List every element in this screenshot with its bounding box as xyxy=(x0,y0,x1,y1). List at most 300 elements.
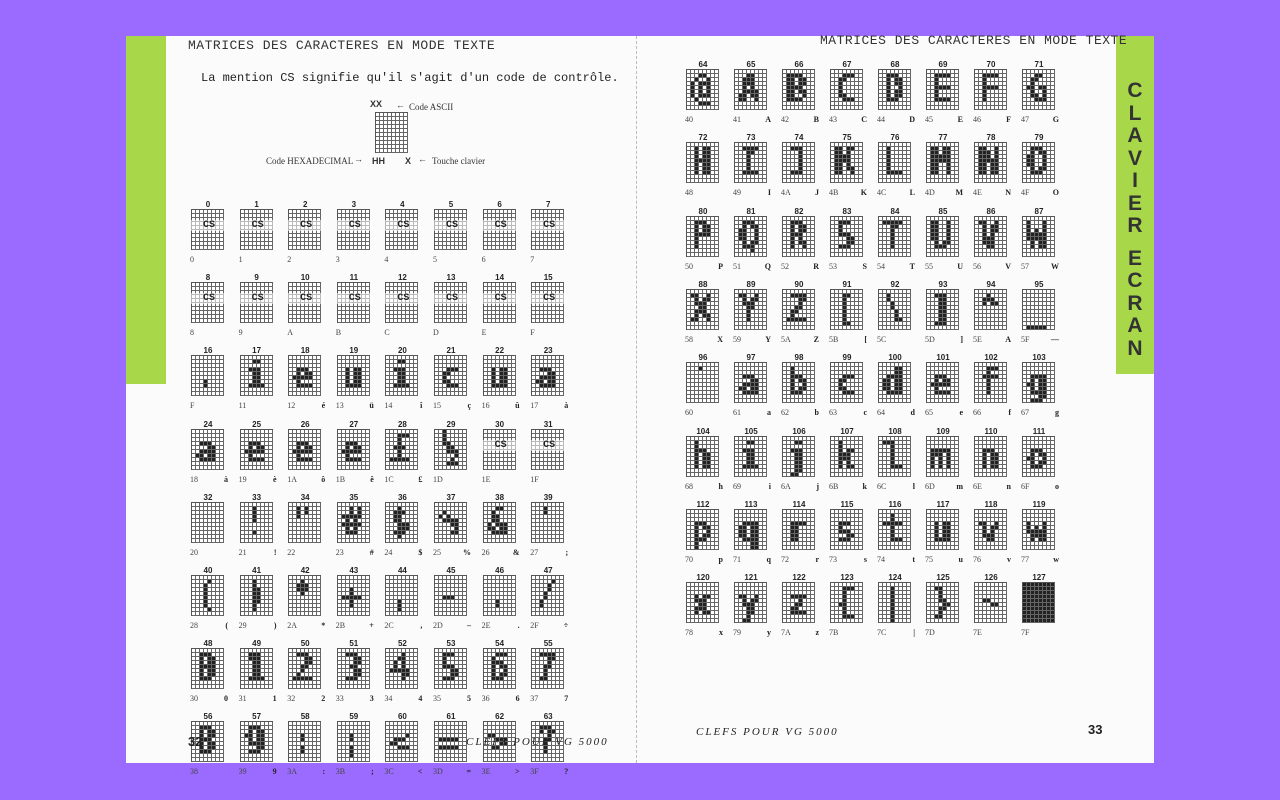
pixel xyxy=(463,466,467,470)
char-matrix-47 xyxy=(528,566,569,630)
hex-code: 20 xyxy=(190,547,198,557)
ascii-code: 17 xyxy=(252,346,262,356)
ascii-code: 53 xyxy=(446,639,456,649)
pixel xyxy=(414,392,418,396)
char-matrix-35 xyxy=(334,492,374,557)
pixel xyxy=(512,246,516,250)
pixel xyxy=(560,685,564,689)
control-code-mark: CS xyxy=(483,440,519,451)
legend-touche: Touche clavier xyxy=(432,156,486,166)
ascii-code: 37 xyxy=(446,492,456,502)
pixel-grid xyxy=(337,502,370,543)
keyboard-key: ! xyxy=(273,547,277,557)
ascii-code: 31 xyxy=(543,419,553,429)
ascii-code: 52 xyxy=(397,639,407,649)
hex-code: 22 xyxy=(287,547,296,557)
pixel xyxy=(463,539,467,543)
legend-arrow-ascii: ← xyxy=(396,100,405,110)
hex-code: 7 xyxy=(530,255,535,264)
keyboard-key: ê xyxy=(370,474,374,484)
keyboard-key: $ xyxy=(418,547,423,557)
keyboard-key: – xyxy=(467,621,471,630)
ascii-code: 33 xyxy=(252,492,262,502)
section-tab-letter: A xyxy=(1127,314,1143,337)
ascii-code: 20 xyxy=(397,346,407,356)
legend-hh: HH xyxy=(372,156,385,166)
pixel xyxy=(317,466,321,470)
left-green-tab xyxy=(126,36,166,384)
pixel-grid xyxy=(385,355,418,396)
pixel xyxy=(560,319,564,323)
pixel-grid xyxy=(434,648,467,689)
char-matrix-2 xyxy=(285,200,325,264)
pixel xyxy=(366,612,370,616)
ascii-code: 38 xyxy=(495,492,505,502)
pixel xyxy=(317,685,321,689)
hex-code: C xyxy=(384,328,390,338)
ascii-code: 25 xyxy=(252,419,262,429)
control-code-mark: CS xyxy=(191,220,227,231)
legend-xx: XX xyxy=(370,99,383,109)
keyboard-key: 6 xyxy=(515,694,520,704)
char-matrix-25 xyxy=(237,419,277,484)
pixel xyxy=(366,539,370,543)
pixel-grid xyxy=(434,502,467,543)
pixel-grid xyxy=(434,429,467,470)
pixel xyxy=(269,392,273,396)
pixel xyxy=(317,319,321,323)
pixel xyxy=(366,319,370,323)
control-code-mark: CS xyxy=(240,220,276,231)
char-matrix-3 xyxy=(334,200,374,264)
hex-code: A xyxy=(287,328,293,338)
char-matrix-29 xyxy=(431,419,471,484)
pixel-grid xyxy=(337,575,370,616)
control-code-mark: CS xyxy=(385,220,421,231)
hex-code: 4 xyxy=(384,255,389,264)
pixel-grid xyxy=(385,502,418,543)
ascii-code: 46 xyxy=(495,566,505,575)
ascii-code: 16 xyxy=(203,346,213,356)
ascii-code: 55 xyxy=(543,639,553,649)
char-matrix-20 xyxy=(382,346,423,411)
control-code-mark: CS xyxy=(483,293,519,304)
char-matrix-39 xyxy=(528,492,569,557)
ascii-code: 42 xyxy=(300,566,310,575)
pixel xyxy=(220,539,224,543)
ascii-code: 29 xyxy=(446,419,456,429)
keyboard-key: 7 xyxy=(564,694,569,704)
ascii-code: 22 xyxy=(495,346,505,356)
pixel xyxy=(512,685,516,689)
control-code-mark: CS xyxy=(191,293,227,304)
keyboard-key: ü xyxy=(369,401,374,411)
control-code-mark: CS xyxy=(531,293,567,304)
ascii-code: 56 xyxy=(203,712,213,722)
pixel-grid xyxy=(240,355,273,396)
hex-code: 27 xyxy=(530,547,539,557)
char-matrix-26 xyxy=(285,419,326,484)
ascii-code: 1 xyxy=(254,200,259,209)
hex-code: 0 xyxy=(190,255,194,264)
char-matrix-42 xyxy=(285,566,326,630)
char-matrix-45 xyxy=(431,566,471,630)
pixel xyxy=(512,319,516,323)
pixel xyxy=(220,246,224,250)
hex-code: 24 xyxy=(384,547,393,557)
keyboard-key: 5 xyxy=(467,694,471,704)
char-matrix-32 xyxy=(188,492,228,557)
control-code-mark: CS xyxy=(288,220,324,231)
pixel-grid xyxy=(483,502,516,543)
pixel-grid xyxy=(531,355,564,396)
keyboard-key: à xyxy=(224,474,228,484)
ascii-code: 4 xyxy=(400,200,405,209)
pixel-grid xyxy=(191,502,224,543)
pixel xyxy=(220,392,224,396)
keyboard-key: ç xyxy=(467,401,471,411)
section-tab-letter: R xyxy=(1127,214,1143,237)
hex-code: 31 xyxy=(238,694,247,704)
hex-code: 30 xyxy=(190,694,198,704)
hex-code: 29 xyxy=(238,621,247,630)
pixel-grid xyxy=(385,429,418,470)
char-matrix-52 xyxy=(382,639,423,704)
hex-code: 35 xyxy=(433,694,441,704)
hex-code: 14 xyxy=(384,401,393,411)
keyboard-key: ; xyxy=(565,547,569,557)
pixel-grid xyxy=(240,575,273,616)
keyboard-key: & xyxy=(512,547,520,557)
legend-arrow-hexa: → xyxy=(354,154,363,164)
pixel-grid xyxy=(240,721,273,762)
pixel xyxy=(220,466,224,470)
char-matrix-33 xyxy=(237,492,277,557)
char-matrix-10 xyxy=(285,273,325,338)
keyboard-key: î xyxy=(420,401,423,411)
pixel-grid xyxy=(385,575,418,616)
char-matrix-51 xyxy=(334,639,374,704)
pixel-grid xyxy=(337,429,370,470)
keyboard-key: 2 xyxy=(321,694,326,704)
ascii-code: 18 xyxy=(300,346,310,356)
control-code-mark: CS xyxy=(337,220,373,231)
section-tab-letter: N xyxy=(1127,336,1143,360)
hex-code: 12 xyxy=(287,401,296,411)
hex-code: 2E xyxy=(481,621,491,630)
hex-code: 1D xyxy=(433,474,443,484)
pixel xyxy=(220,612,224,616)
section-tab-letter xyxy=(1132,238,1138,248)
char-matrix-1 xyxy=(237,200,277,264)
pixel xyxy=(560,539,564,543)
ascii-code: 24 xyxy=(203,419,213,429)
pixel-grid xyxy=(191,648,224,689)
char-matrix-19 xyxy=(334,346,374,411)
ascii-code: 54 xyxy=(495,639,505,649)
ascii-code: 6 xyxy=(497,200,502,209)
ascii-code: 32 xyxy=(203,492,213,502)
intro-text: La mention CS signifie qu'il s'agit d'un code de contrôle. xyxy=(201,71,619,85)
char-matrix-54 xyxy=(480,639,520,704)
ascii-code: 45 xyxy=(446,566,456,575)
pixel xyxy=(269,612,273,616)
pixel-grid xyxy=(240,648,273,689)
ascii-code: 49 xyxy=(252,639,262,649)
pixel xyxy=(560,612,564,616)
section-tab-letter: A xyxy=(1127,124,1143,147)
ascii-code: 26 xyxy=(300,419,310,429)
pixel xyxy=(560,466,564,470)
ascii-code: 40 xyxy=(203,566,213,575)
hex-code: 13 xyxy=(335,401,344,411)
char-matrix-16 xyxy=(188,346,228,411)
ascii-code: 44 xyxy=(397,566,407,575)
char-matrix-0 xyxy=(188,200,228,264)
pixel xyxy=(414,612,418,616)
keyboard-key: , xyxy=(420,621,423,630)
keyboard-key: % xyxy=(463,547,471,557)
char-matrix-53 xyxy=(431,639,471,704)
ascii-code: 12 xyxy=(397,273,407,283)
ascii-code: 11 xyxy=(349,273,359,283)
pixel xyxy=(414,319,418,323)
pixel xyxy=(404,149,408,153)
control-code-mark: CS xyxy=(385,293,421,304)
control-code-mark: CS xyxy=(434,220,470,231)
pixel-grid xyxy=(288,575,321,616)
char-matrix-30 xyxy=(480,419,520,484)
control-code-mark: CS xyxy=(434,293,470,304)
pixel xyxy=(463,392,467,396)
ascii-code: 39 xyxy=(543,492,553,502)
pixel xyxy=(317,612,321,616)
char-matrix-7 xyxy=(528,200,568,264)
ascii-code: 34 xyxy=(300,492,310,502)
char-matrix-12 xyxy=(382,273,422,338)
ascii-code: 15 xyxy=(543,273,553,283)
hex-code: 37 xyxy=(530,694,539,704)
hex-code: 34 xyxy=(384,694,393,704)
hex-code: 23 xyxy=(335,547,344,557)
pixel xyxy=(414,246,418,250)
legend-x: X xyxy=(405,156,412,166)
char-matrix-6 xyxy=(480,200,520,264)
keyboard-key: £ xyxy=(418,474,423,484)
char-matrix-36 xyxy=(382,492,423,557)
char-matrix-8 xyxy=(188,273,228,338)
hex-code: 9 xyxy=(238,328,243,338)
section-tab-letter: C xyxy=(1127,79,1143,102)
ascii-code: 43 xyxy=(349,566,359,575)
ascii-code: 13 xyxy=(446,273,456,283)
pixel-grid xyxy=(288,502,321,543)
hex-code: 19 xyxy=(238,474,247,484)
hex-code: 16 xyxy=(481,401,490,411)
ascii-code: 57 xyxy=(252,712,262,722)
char-matrix-5 xyxy=(431,200,471,264)
section-tab-letter: I xyxy=(1132,169,1138,192)
keyboard-key: à xyxy=(564,401,569,411)
char-matrix-13 xyxy=(431,273,471,338)
hex-code: 21 xyxy=(238,547,247,557)
pixel-grid xyxy=(483,575,516,616)
section-tab-letter: V xyxy=(1127,146,1142,170)
left-page-title: MATRICES DES CARACTERES EN MODE TEXTE xyxy=(188,38,496,53)
hex-code: 5 xyxy=(433,255,437,264)
ascii-code: 27 xyxy=(349,419,359,429)
hex-code: 18 xyxy=(190,474,198,484)
char-matrix-49 xyxy=(237,639,277,704)
pixel xyxy=(512,392,516,396)
pixel-grid xyxy=(531,648,564,689)
control-code-mark: CS xyxy=(531,220,567,231)
keyboard-key: 3 xyxy=(369,694,374,704)
hex-code: 26 xyxy=(481,547,490,557)
pixel xyxy=(512,539,516,543)
pixel xyxy=(317,392,321,396)
pixel xyxy=(220,758,224,762)
char-matrix-37 xyxy=(431,492,471,557)
pixel xyxy=(269,466,273,470)
book-spread xyxy=(126,33,1154,777)
ascii-code: 35 xyxy=(349,492,359,502)
hex-code: 1B xyxy=(335,474,346,484)
pixel-grid xyxy=(434,575,467,616)
pixel xyxy=(366,246,370,250)
pixel-grid xyxy=(240,429,273,470)
pixel-grid xyxy=(337,355,370,396)
pixel xyxy=(269,246,273,250)
pixel xyxy=(317,539,321,543)
char-matrix-28 xyxy=(382,419,423,484)
ascii-code: 41 xyxy=(252,566,262,575)
ascii-code: 14 xyxy=(495,273,505,283)
hex-code: 2C xyxy=(384,621,394,630)
hex-code: 17 xyxy=(530,401,539,411)
pixel-grid xyxy=(288,648,321,689)
ascii-code: 36 xyxy=(397,492,407,502)
hex-code: 3 xyxy=(335,255,340,264)
keyboard-key: 0 xyxy=(224,694,228,704)
page-spine xyxy=(636,36,637,763)
char-matrix-34 xyxy=(285,492,325,557)
ascii-code: 19 xyxy=(349,346,359,356)
pixel xyxy=(366,466,370,470)
section-tab-letter: E xyxy=(1127,191,1142,215)
char-matrix-38 xyxy=(480,492,520,557)
hex-code: D xyxy=(433,328,439,338)
char-matrix-44 xyxy=(382,566,423,630)
hex-code: 2D xyxy=(433,621,443,630)
char-matrix-50 xyxy=(285,639,326,704)
keyboard-key: ) xyxy=(273,621,277,630)
keyboard-key: . xyxy=(517,621,520,630)
pixel-grid xyxy=(240,502,273,543)
pixel xyxy=(269,685,273,689)
pixel xyxy=(463,246,467,250)
keyboard-key: 1 xyxy=(272,694,277,704)
pixel xyxy=(512,466,516,470)
char-matrix-9 xyxy=(237,273,277,338)
control-code-mark: CS xyxy=(483,220,519,231)
legend-code-hexa: Code HEXADECIMAL xyxy=(266,156,354,166)
ascii-code: 47 xyxy=(543,566,553,575)
pixel-grid xyxy=(191,429,224,470)
ascii-code: 5 xyxy=(448,200,454,209)
hex-code: 38 xyxy=(190,767,198,777)
control-code-mark: CS xyxy=(337,293,373,304)
pixel xyxy=(463,612,467,616)
char-matrix-21 xyxy=(431,346,471,411)
ascii-code: 2 xyxy=(302,200,308,209)
pixel xyxy=(463,685,467,689)
pixel xyxy=(366,685,370,689)
ascii-code: 48 xyxy=(203,639,213,649)
hex-code: E xyxy=(481,328,487,338)
section-tab-letter: L xyxy=(1128,101,1142,125)
char-matrix-43 xyxy=(334,566,374,630)
char-matrix-18 xyxy=(285,346,326,411)
section-tab-title xyxy=(1116,80,1154,360)
char-matrix-40 xyxy=(188,566,228,630)
pixel xyxy=(414,685,418,689)
char-matrix-48 xyxy=(188,639,228,704)
pixel xyxy=(317,246,321,250)
pixel xyxy=(414,539,418,543)
keyboard-key: ( xyxy=(225,621,228,630)
legend-arrow-key: ← xyxy=(418,154,427,164)
char-matrix-31 xyxy=(528,419,568,484)
hex-code: 1 xyxy=(238,255,243,264)
hex-code: 36 xyxy=(481,694,490,704)
ascii-code: 21 xyxy=(446,346,456,356)
pixel-grid xyxy=(337,648,370,689)
ascii-code: 7 xyxy=(545,200,551,209)
char-matrix-4 xyxy=(382,200,422,264)
pixel-grid xyxy=(531,575,564,616)
hex-code: 15 xyxy=(433,401,441,411)
hex-code: 1F xyxy=(530,474,539,484)
char-matrix-55 xyxy=(528,639,569,704)
hex-code: 28 xyxy=(190,621,198,630)
keyboard-key: ÷ xyxy=(563,621,569,630)
hex-code: 32 xyxy=(287,694,296,704)
char-matrix-24 xyxy=(188,419,228,484)
legend-code-ascii: Code ASCII xyxy=(409,102,454,112)
control-code-mark: CS xyxy=(288,293,324,304)
hex-code: F xyxy=(190,401,195,411)
hex-code: 2 xyxy=(287,255,292,264)
hex-code: F xyxy=(530,328,535,338)
keyboard-key: 4 xyxy=(418,694,423,704)
pixel xyxy=(560,392,564,396)
ascii-code: 50 xyxy=(300,639,310,649)
pixel xyxy=(220,685,224,689)
pixel-grid xyxy=(434,355,467,396)
hex-code: 6 xyxy=(481,255,486,264)
char-matrix-17 xyxy=(237,346,277,411)
ascii-code: 10 xyxy=(300,273,310,283)
ascii-code: 28 xyxy=(397,419,407,429)
section-tab-letter: E xyxy=(1127,246,1142,270)
keyboard-key: û xyxy=(515,401,520,411)
hex-code: 1C xyxy=(384,474,394,484)
pixel-grid xyxy=(288,355,321,396)
char-matrix-46 xyxy=(480,566,520,630)
hex-code: 1A xyxy=(287,474,297,484)
hex-code: 2F xyxy=(530,621,539,630)
